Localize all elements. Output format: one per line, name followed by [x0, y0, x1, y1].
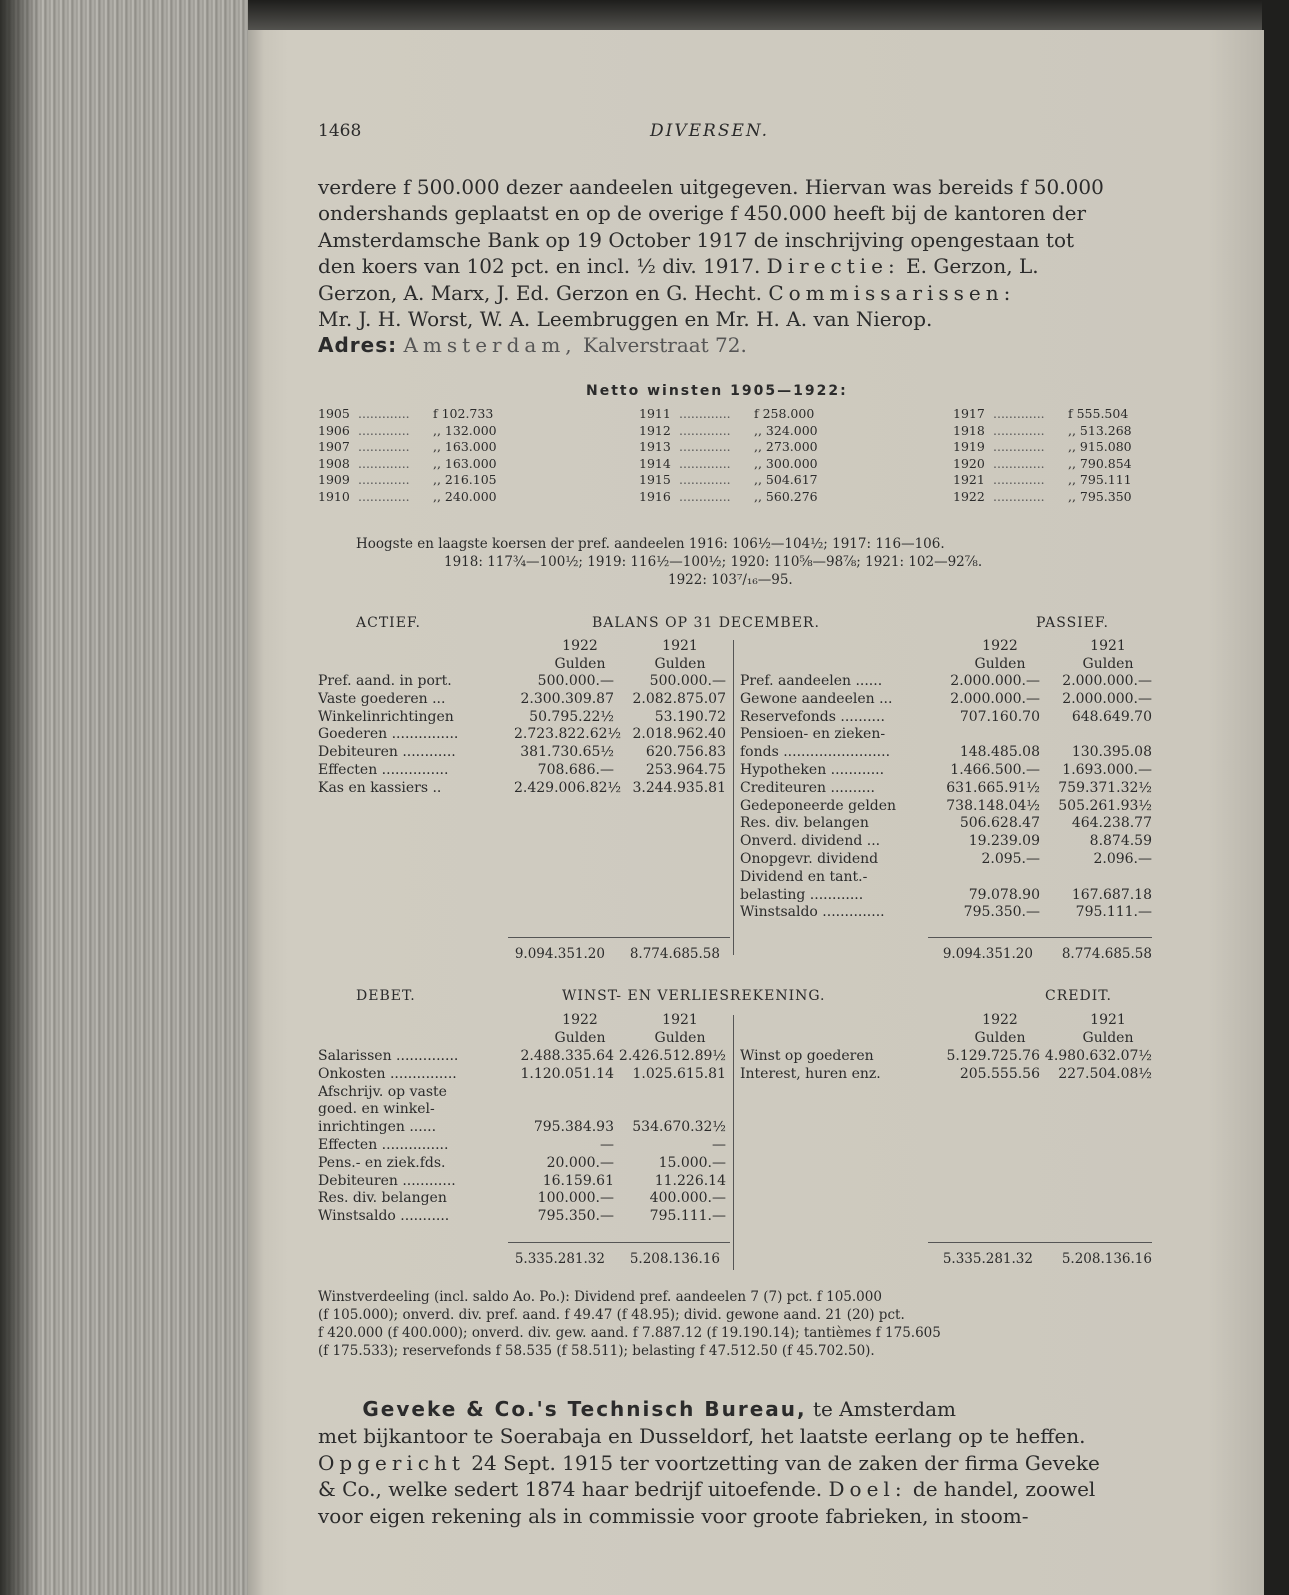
- passief-label: Hypotheken ............: [740, 761, 885, 778]
- actief-row: [318, 673, 726, 691]
- netto-value: ,, 300.000: [754, 455, 818, 471]
- debet-label: Winstsaldo ...........: [318, 1208, 450, 1225]
- wv-credit-total-1922: 5.335.281.32: [942, 1251, 1033, 1267]
- balans-passief-total-1921: 8.774.685.58: [1061, 946, 1152, 962]
- passief-value-1922: 506.628.47: [959, 815, 1040, 832]
- intro-line: [318, 253, 1148, 279]
- wv-credit-year-a: 1922: [982, 1012, 1018, 1028]
- netto-value: ,, 163.000: [433, 439, 497, 454]
- debet-value-1922: 1.120.051.14: [520, 1065, 614, 1082]
- directie-label: Directie:: [766, 254, 900, 279]
- winstverdeeling-line: Winstverdeeling (incl. saldo Ao. Po.): Dividend pref. aandeelen 7 (7) pct. f 105.000: [318, 1289, 882, 1305]
- geveke-name: Geveke & Co.'s Technisch Bureau,: [362, 1397, 807, 1421]
- netto-value: ,, 163.000: [433, 455, 497, 471]
- netto-row: [953, 456, 1148, 473]
- winstverdeeling-line: f 420.000 (f 400.000); onverd. div. gew. aand. f 7.887.12 (f 19.190.14); tantièmes f 175.605: [318, 1325, 941, 1341]
- balans-passief-table: [740, 673, 1152, 922]
- netto-value: ,, 273.000: [754, 439, 818, 454]
- koersen-line-3: 1922: 103⁷/₁₆—95.: [668, 572, 793, 588]
- balans-actief-year-a: 1922: [562, 638, 598, 654]
- passief-row: [740, 833, 1152, 851]
- netto-year: 1908: [318, 455, 350, 471]
- netto-value: ,, 132.000: [433, 422, 497, 438]
- netto-row: [953, 439, 1148, 456]
- netto-year: 1907: [318, 439, 350, 454]
- book-right-edge: [1262, 0, 1289, 1595]
- wv-credit-year-b: 1921: [1090, 1012, 1126, 1028]
- passief-value-1922: 2.000.000.—: [950, 673, 1040, 689]
- netto-leader: .............: [679, 488, 731, 504]
- balans-passief-total-rule: [928, 937, 1152, 938]
- passief-label: fonds ........................: [740, 744, 891, 761]
- credit-row: [740, 1066, 1152, 1084]
- geveke-line1-suffix: te Amsterdam: [812, 1397, 956, 1421]
- wv-credit-table: [740, 1048, 1152, 1084]
- wv-credit-head: CREDIT.: [1045, 988, 1112, 1004]
- passief-value-1921: 2.000.000.—: [1062, 673, 1152, 689]
- passief-row: [740, 691, 1152, 709]
- actief-label: Debiteuren ............: [318, 744, 456, 761]
- debet-value-1922: [514, 1084, 614, 1102]
- netto-leader: .............: [993, 472, 1045, 487]
- geveke-line: [318, 1450, 1148, 1477]
- netto-year: 1911: [639, 406, 671, 421]
- netto-row: [318, 456, 513, 473]
- passief-row: [740, 744, 1152, 762]
- netto-title: Netto winsten 1905—1922:: [586, 383, 848, 399]
- actief-row: [318, 744, 726, 762]
- balans-actief-total-rule: [508, 937, 730, 938]
- netto-row: [953, 472, 1148, 489]
- netto-leader: .............: [993, 455, 1045, 471]
- actief-row: [318, 780, 726, 798]
- passief-value-1921: 2.096.—: [1093, 850, 1152, 867]
- netto-leader: .............: [358, 439, 410, 454]
- passief-value-1921: 505.261.93½: [1058, 797, 1152, 814]
- debet-value-1922: [514, 1101, 614, 1119]
- debet-value-1921: —: [712, 1136, 726, 1153]
- actief-row: [318, 709, 726, 727]
- actief-label: Effecten ...............: [318, 761, 449, 778]
- debet-row: [318, 1173, 726, 1191]
- passief-label: Winstsaldo ..............: [740, 904, 885, 921]
- geveke-line4-suffix: de handel, zoowel: [912, 1477, 1096, 1502]
- credit-value-1922: 5.129.725.76: [946, 1048, 1040, 1064]
- netto-leader: .............: [993, 439, 1045, 454]
- actief-value-1922: 2.300.309.87: [520, 690, 614, 707]
- adres-street: Kalverstraat 72.: [583, 333, 747, 358]
- passief-label: Pensioen- en zieken-: [740, 726, 886, 743]
- intro-line: [318, 280, 1148, 306]
- koersen-line-2: 1918: 117¾—100½; 1919: 116½—100½; 1920: 110⅝—98⅞; 1921: 102—92⅞.: [444, 554, 983, 570]
- debet-value-1921: [614, 1084, 726, 1102]
- debet-value-1921: 15.000.—: [658, 1154, 726, 1171]
- intro-line: ondershands geplaatst en op de overige f 450.000 heeft bij de kantoren der: [318, 201, 1087, 226]
- wv-credit-total-1921: 5.208.136.16: [1061, 1251, 1152, 1267]
- netto-value: ,, 504.617: [754, 472, 818, 487]
- wv-credit-unit-b: Gulden: [1082, 1030, 1134, 1046]
- balans-passief-unit-a: Gulden: [974, 656, 1026, 672]
- netto-year: 1917: [953, 406, 985, 421]
- netto-year: 1916: [639, 488, 671, 504]
- netto-value: ,, 560.276: [754, 488, 818, 504]
- debet-row: [318, 1155, 726, 1173]
- wv-debet-head: DEBET.: [356, 988, 416, 1004]
- adres-city: Amsterdam,: [403, 333, 577, 358]
- actief-value-1921: 3.244.935.81: [632, 779, 726, 796]
- passief-value-1921: [1040, 726, 1152, 744]
- netto-year: 1922: [953, 488, 985, 504]
- passief-label: Res. div. belangen: [740, 815, 869, 832]
- balans-actief-total-1922: 9.094.351.20: [514, 946, 605, 962]
- netto-value: f 102.733: [433, 406, 494, 421]
- debet-row: [318, 1208, 726, 1226]
- passief-value-1922: 2.000.000.—: [950, 690, 1040, 707]
- passief-row: [740, 780, 1152, 798]
- balans-actief-head: ACTIEF.: [356, 615, 421, 631]
- netto-row: [639, 472, 834, 489]
- netto-row: [953, 423, 1148, 440]
- passief-value-1922: 2.095.—: [981, 850, 1040, 867]
- debet-label: Afschrijv. op vaste: [318, 1083, 447, 1100]
- actief-value-1921: 2.018.962.40: [632, 726, 726, 743]
- balans-passief-head: PASSIEF.: [1036, 615, 1109, 631]
- passief-value-1922: 738.148.04½: [946, 797, 1040, 814]
- debet-value-1922: 20.000.—: [546, 1154, 614, 1171]
- actief-value-1922: 50.795.22½: [529, 708, 614, 725]
- wv-debet-total-1922: 5.335.281.32: [514, 1251, 605, 1267]
- netto-leader: .............: [358, 406, 410, 421]
- netto-leader: .............: [679, 455, 731, 471]
- passief-value-1922: 79.078.90: [968, 886, 1040, 903]
- balans-passief-year-a: 1922: [982, 638, 1018, 654]
- debet-value-1921: 1.025.615.81: [632, 1065, 726, 1082]
- debet-row: [318, 1048, 726, 1066]
- netto-column-1: [318, 406, 513, 505]
- netto-value: ,, 795.350: [1068, 488, 1132, 504]
- credit-value-1922: 205.555.56: [959, 1065, 1040, 1082]
- actief-value-1922: 2.429.006.82½: [514, 779, 622, 796]
- netto-value: ,, 324.000: [754, 422, 818, 438]
- passief-value-1921: 648.649.70: [1071, 708, 1152, 725]
- passief-value-1922: 631.665.91½: [946, 779, 1040, 796]
- balans-divider: [733, 640, 734, 955]
- debet-value-1921: 400.000.—: [649, 1190, 726, 1207]
- debet-value-1922: 795.384.93: [533, 1119, 614, 1136]
- passief-row: [740, 798, 1152, 816]
- netto-leader: .............: [679, 439, 731, 454]
- intro-line: Mr. J. H. Worst, W. A. Leembruggen en Mr. H. A. van Nierop.: [318, 306, 933, 331]
- debet-value-1922: —: [600, 1136, 614, 1153]
- debet-label: Debiteuren ............: [318, 1172, 456, 1189]
- passief-label: Onverd. dividend ...: [740, 833, 881, 850]
- netto-year: 1921: [953, 472, 985, 487]
- debet-row: [318, 1066, 726, 1084]
- debet-label: Pens.- en ziek.fds.: [318, 1154, 446, 1171]
- actief-row: [318, 762, 726, 780]
- netto-leader: .............: [358, 472, 410, 487]
- balans-passief-unit-b: Gulden: [1082, 656, 1134, 672]
- spine-shadow: [0, 0, 40, 1595]
- passief-row: [740, 851, 1152, 869]
- actief-label: Vaste goederen ...: [318, 690, 446, 707]
- netto-row: [639, 439, 834, 456]
- actief-value-1921: 253.964.75: [645, 761, 726, 778]
- passief-value-1922: [940, 869, 1040, 887]
- credit-value-1921: 4.980.632.07½: [1044, 1048, 1152, 1064]
- passief-row: [740, 726, 1152, 744]
- passief-label: Gedeponeerde gelden: [740, 797, 897, 814]
- netto-leader: .............: [358, 455, 410, 471]
- balans-actief-table: [318, 673, 726, 798]
- netto-year: 1912: [639, 422, 671, 438]
- balans-actief-unit-b: Gulden: [654, 656, 706, 672]
- debet-label: Res. div. belangen: [318, 1190, 447, 1207]
- debet-label: goed. en winkel-: [318, 1101, 435, 1118]
- passief-value-1921: 795.111.—: [1075, 904, 1152, 921]
- koersen-line-1: Hoogste en laagste koersen der pref. aandeelen 1916: 106½—104½; 1917: 116—106.: [356, 536, 945, 552]
- wv-debet-table: [318, 1048, 726, 1226]
- netto-row: [953, 406, 1148, 423]
- debet-value-1922: 795.350.—: [537, 1208, 614, 1225]
- passief-value-1921: 464.238.77: [1071, 815, 1152, 832]
- passief-row: [740, 904, 1152, 922]
- passief-label: Gewone aandeelen ...: [740, 690, 893, 707]
- netto-year: 1910: [318, 488, 350, 504]
- passief-row: [740, 869, 1152, 887]
- opgericht-label: Opgericht: [318, 1450, 465, 1475]
- debet-label: Onkosten ...............: [318, 1065, 457, 1082]
- adres-label: Adres:: [318, 333, 398, 358]
- geveke-line: met bijkantoor te Soerabaja en Dusseldorf, het laatste eerlang op te heffen.: [318, 1423, 1086, 1448]
- debet-row: [318, 1101, 726, 1119]
- winstverdeeling-line: (f 175.533); reservefonds f 58.535 (f 58.511); belasting f 47.512.50 (f 45.702.50).: [318, 1343, 875, 1359]
- debet-row: [318, 1119, 726, 1137]
- wv-title: WINST- EN VERLIESREKENING.: [562, 988, 826, 1004]
- debet-value-1921: 534.670.32½: [632, 1119, 726, 1136]
- netto-row: [318, 472, 513, 489]
- netto-leader: .............: [993, 406, 1045, 421]
- netto-value: f 555.504: [1068, 406, 1129, 421]
- balans-title: BALANS OP 31 DECEMBER.: [592, 615, 820, 631]
- netto-value: ,, 915.080: [1068, 439, 1132, 454]
- passief-value-1921: 2.000.000.—: [1062, 690, 1152, 707]
- credit-value-1921: 227.504.08½: [1058, 1065, 1152, 1082]
- actief-value-1922: 2.723.822.62½: [514, 726, 622, 743]
- passief-value-1921: [1040, 869, 1152, 887]
- wv-debet-total-1921: 5.208.136.16: [629, 1251, 720, 1267]
- passief-label: Pref. aandeelen ......: [740, 673, 883, 689]
- actief-value-1921: 620.756.83: [645, 744, 726, 761]
- netto-row: [639, 456, 834, 473]
- intro-line: Amsterdamsche Bank op 19 October 1917 de inschrijving opengestaan tot: [318, 227, 1075, 252]
- credit-label: Winst op goederen: [740, 1048, 874, 1064]
- netto-leader: .............: [358, 422, 410, 438]
- actief-value-1921: 53.190.72: [654, 708, 726, 725]
- balans-passief-total-1922: 9.094.351.20: [942, 946, 1033, 962]
- passief-row: [740, 887, 1152, 905]
- netto-leader: .............: [679, 406, 731, 421]
- passief-value-1922: 707.160.70: [959, 708, 1040, 725]
- debet-value-1922: 2.488.335.64: [520, 1048, 614, 1064]
- netto-column-3: [953, 406, 1148, 505]
- wv-debet-unit-b: Gulden: [654, 1030, 706, 1046]
- passief-label: Dividend en tant.-: [740, 868, 868, 885]
- debet-value-1921: [614, 1101, 726, 1119]
- netto-value: ,, 240.000: [433, 488, 497, 504]
- geveke-line: [318, 1396, 1148, 1423]
- passief-value-1922: [940, 726, 1040, 744]
- passief-value-1922: 148.485.08: [959, 744, 1040, 761]
- actief-value-1922: 381.730.65½: [520, 744, 614, 761]
- passief-value-1921: 8.874.59: [1089, 833, 1152, 850]
- netto-row: [318, 439, 513, 456]
- actief-row: [318, 691, 726, 709]
- actief-label: Goederen ...............: [318, 726, 459, 743]
- debet-row: [318, 1137, 726, 1155]
- passief-row: [740, 673, 1152, 691]
- netto-year: 1914: [639, 455, 671, 471]
- passief-label: belasting ............: [740, 886, 864, 903]
- geveke-line4-prefix: & Co., welke sedert 1874 haar bedrijf uitoefende.: [318, 1477, 823, 1502]
- passief-value-1921: 759.371.32½: [1058, 779, 1152, 796]
- netto-year: 1913: [639, 439, 671, 454]
- netto-year: 1909: [318, 472, 350, 487]
- actief-value-1922: 708.686.—: [537, 761, 614, 778]
- passief-label: Onopgevr. dividend: [740, 850, 879, 867]
- netto-year: 1915: [639, 472, 671, 487]
- wv-credit-total-rule: [928, 1242, 1152, 1243]
- debet-value-1921: 2.426.512.89½: [618, 1048, 726, 1064]
- passief-row: [740, 709, 1152, 727]
- commissarissen-label: Commissarissen:: [768, 280, 1016, 305]
- debet-row: [318, 1084, 726, 1102]
- debet-label: Salarissen ..............: [318, 1048, 459, 1064]
- debet-value-1921: 11.226.14: [654, 1172, 726, 1189]
- netto-leader: .............: [993, 422, 1045, 438]
- debet-value-1922: 16.159.61: [542, 1172, 614, 1189]
- debet-label: inrichtingen ......: [318, 1119, 437, 1136]
- wv-divider: [733, 1015, 734, 1270]
- netto-row: [639, 406, 834, 423]
- debet-label: Effecten ...............: [318, 1136, 449, 1153]
- netto-row: [953, 489, 1148, 506]
- netto-row: [639, 489, 834, 506]
- actief-label: Winkelinrichtingen: [318, 708, 454, 725]
- passief-label: Reservefonds ..........: [740, 708, 885, 725]
- credit-label: Interest, huren enz.: [740, 1065, 881, 1082]
- debet-value-1921: 795.111.—: [649, 1208, 726, 1225]
- netto-leader: .............: [993, 488, 1045, 504]
- book-top-edge: [248, 0, 1289, 34]
- actief-label: Pref. aand. in port.: [318, 673, 452, 689]
- netto-row: [318, 489, 513, 506]
- passief-value-1922: 795.350.—: [963, 904, 1040, 921]
- netto-year: 1919: [953, 439, 985, 454]
- passief-value-1922: 1.466.500.—: [950, 761, 1040, 778]
- actief-label: Kas en kassiers ..: [318, 779, 442, 796]
- netto-row: [639, 423, 834, 440]
- netto-value: f 258.000: [754, 406, 815, 421]
- netto-year: 1906: [318, 422, 350, 438]
- wv-debet-unit-a: Gulden: [554, 1030, 606, 1046]
- page-number: 1468: [318, 121, 362, 141]
- geveke-line3-suffix: 24 Sept. 1915 ter voortzetting van de zaken der firma Geveke: [471, 1450, 1100, 1475]
- balans-actief-unit-a: Gulden: [554, 656, 606, 672]
- passief-value-1921: 167.687.18: [1071, 886, 1152, 903]
- actief-row: [318, 726, 726, 744]
- netto-leader: .............: [358, 488, 410, 504]
- netto-year: 1905: [318, 406, 350, 421]
- netto-value: ,, 216.105: [433, 472, 497, 487]
- netto-value: ,, 790.854: [1068, 455, 1132, 471]
- winstverdeeling: [318, 1288, 941, 1360]
- balans-actief-year-b: 1921: [662, 638, 698, 654]
- credit-row: [740, 1048, 1152, 1066]
- intro-line4-prefix: den koers van 102 pct. en incl. ½ div. 1917.: [318, 254, 761, 279]
- actief-value-1922: 500.000.—: [537, 673, 614, 689]
- passief-value-1921: 130.395.08: [1071, 744, 1152, 761]
- adres-line: [318, 332, 1148, 358]
- netto-value: ,, 795.111: [1068, 472, 1132, 487]
- geveke-line: [318, 1476, 1148, 1503]
- passief-row: [740, 815, 1152, 833]
- geveke-paragraph: [318, 1396, 1148, 1530]
- geveke-line: voor eigen rekening als in commissie voor groote fabrieken, in stoom-: [318, 1504, 1029, 1529]
- netto-value: ,, 513.268: [1068, 422, 1132, 438]
- debet-row: [318, 1190, 726, 1208]
- netto-leader: .............: [679, 472, 731, 487]
- netto-column-2: [639, 406, 834, 505]
- debet-value-1922: 100.000.—: [537, 1190, 614, 1207]
- balans-actief-total-1921: 8.774.685.58: [629, 946, 720, 962]
- wv-debet-year-b: 1921: [662, 1012, 698, 1028]
- passief-value-1922: 19.239.09: [968, 833, 1040, 850]
- running-head: DIVERSEN.: [650, 121, 770, 141]
- doel-label: Doel:: [828, 1477, 907, 1502]
- winstverdeeling-line: (f 105.000); onverd. div. pref. aand. f 49.47 (f 48.95); divid. gewone aand. 21 (20) pct.: [318, 1307, 905, 1323]
- intro-paragraph: [318, 174, 1148, 359]
- actief-value-1921: 500.000.—: [649, 673, 726, 689]
- netto-row: [318, 423, 513, 440]
- wv-debet-total-rule: [508, 1242, 730, 1243]
- netto-year: 1918: [953, 422, 985, 438]
- wv-credit-unit-a: Gulden: [974, 1030, 1026, 1046]
- passief-label: Crediteuren ..........: [740, 779, 876, 796]
- netto-row: [318, 406, 513, 423]
- netto-leader: .............: [679, 422, 731, 438]
- netto-year: 1920: [953, 455, 985, 471]
- balans-passief-year-b: 1921: [1090, 638, 1126, 654]
- passief-value-1921: 1.693.000.—: [1062, 761, 1152, 778]
- actief-value-1921: 2.082.875.07: [632, 690, 726, 707]
- passief-row: [740, 762, 1152, 780]
- intro-line5-prefix: Gerzon, A. Marx, J. Ed. Gerzon en G. Hecht.: [318, 280, 762, 305]
- intro-line4-suffix: E. Gerzon, L.: [906, 254, 1039, 279]
- intro-line: verdere f 500.000 dezer aandeelen uitgegeven. Hiervan was bereids f 50.000: [318, 175, 1104, 199]
- wv-debet-year-a: 1922: [562, 1012, 598, 1028]
